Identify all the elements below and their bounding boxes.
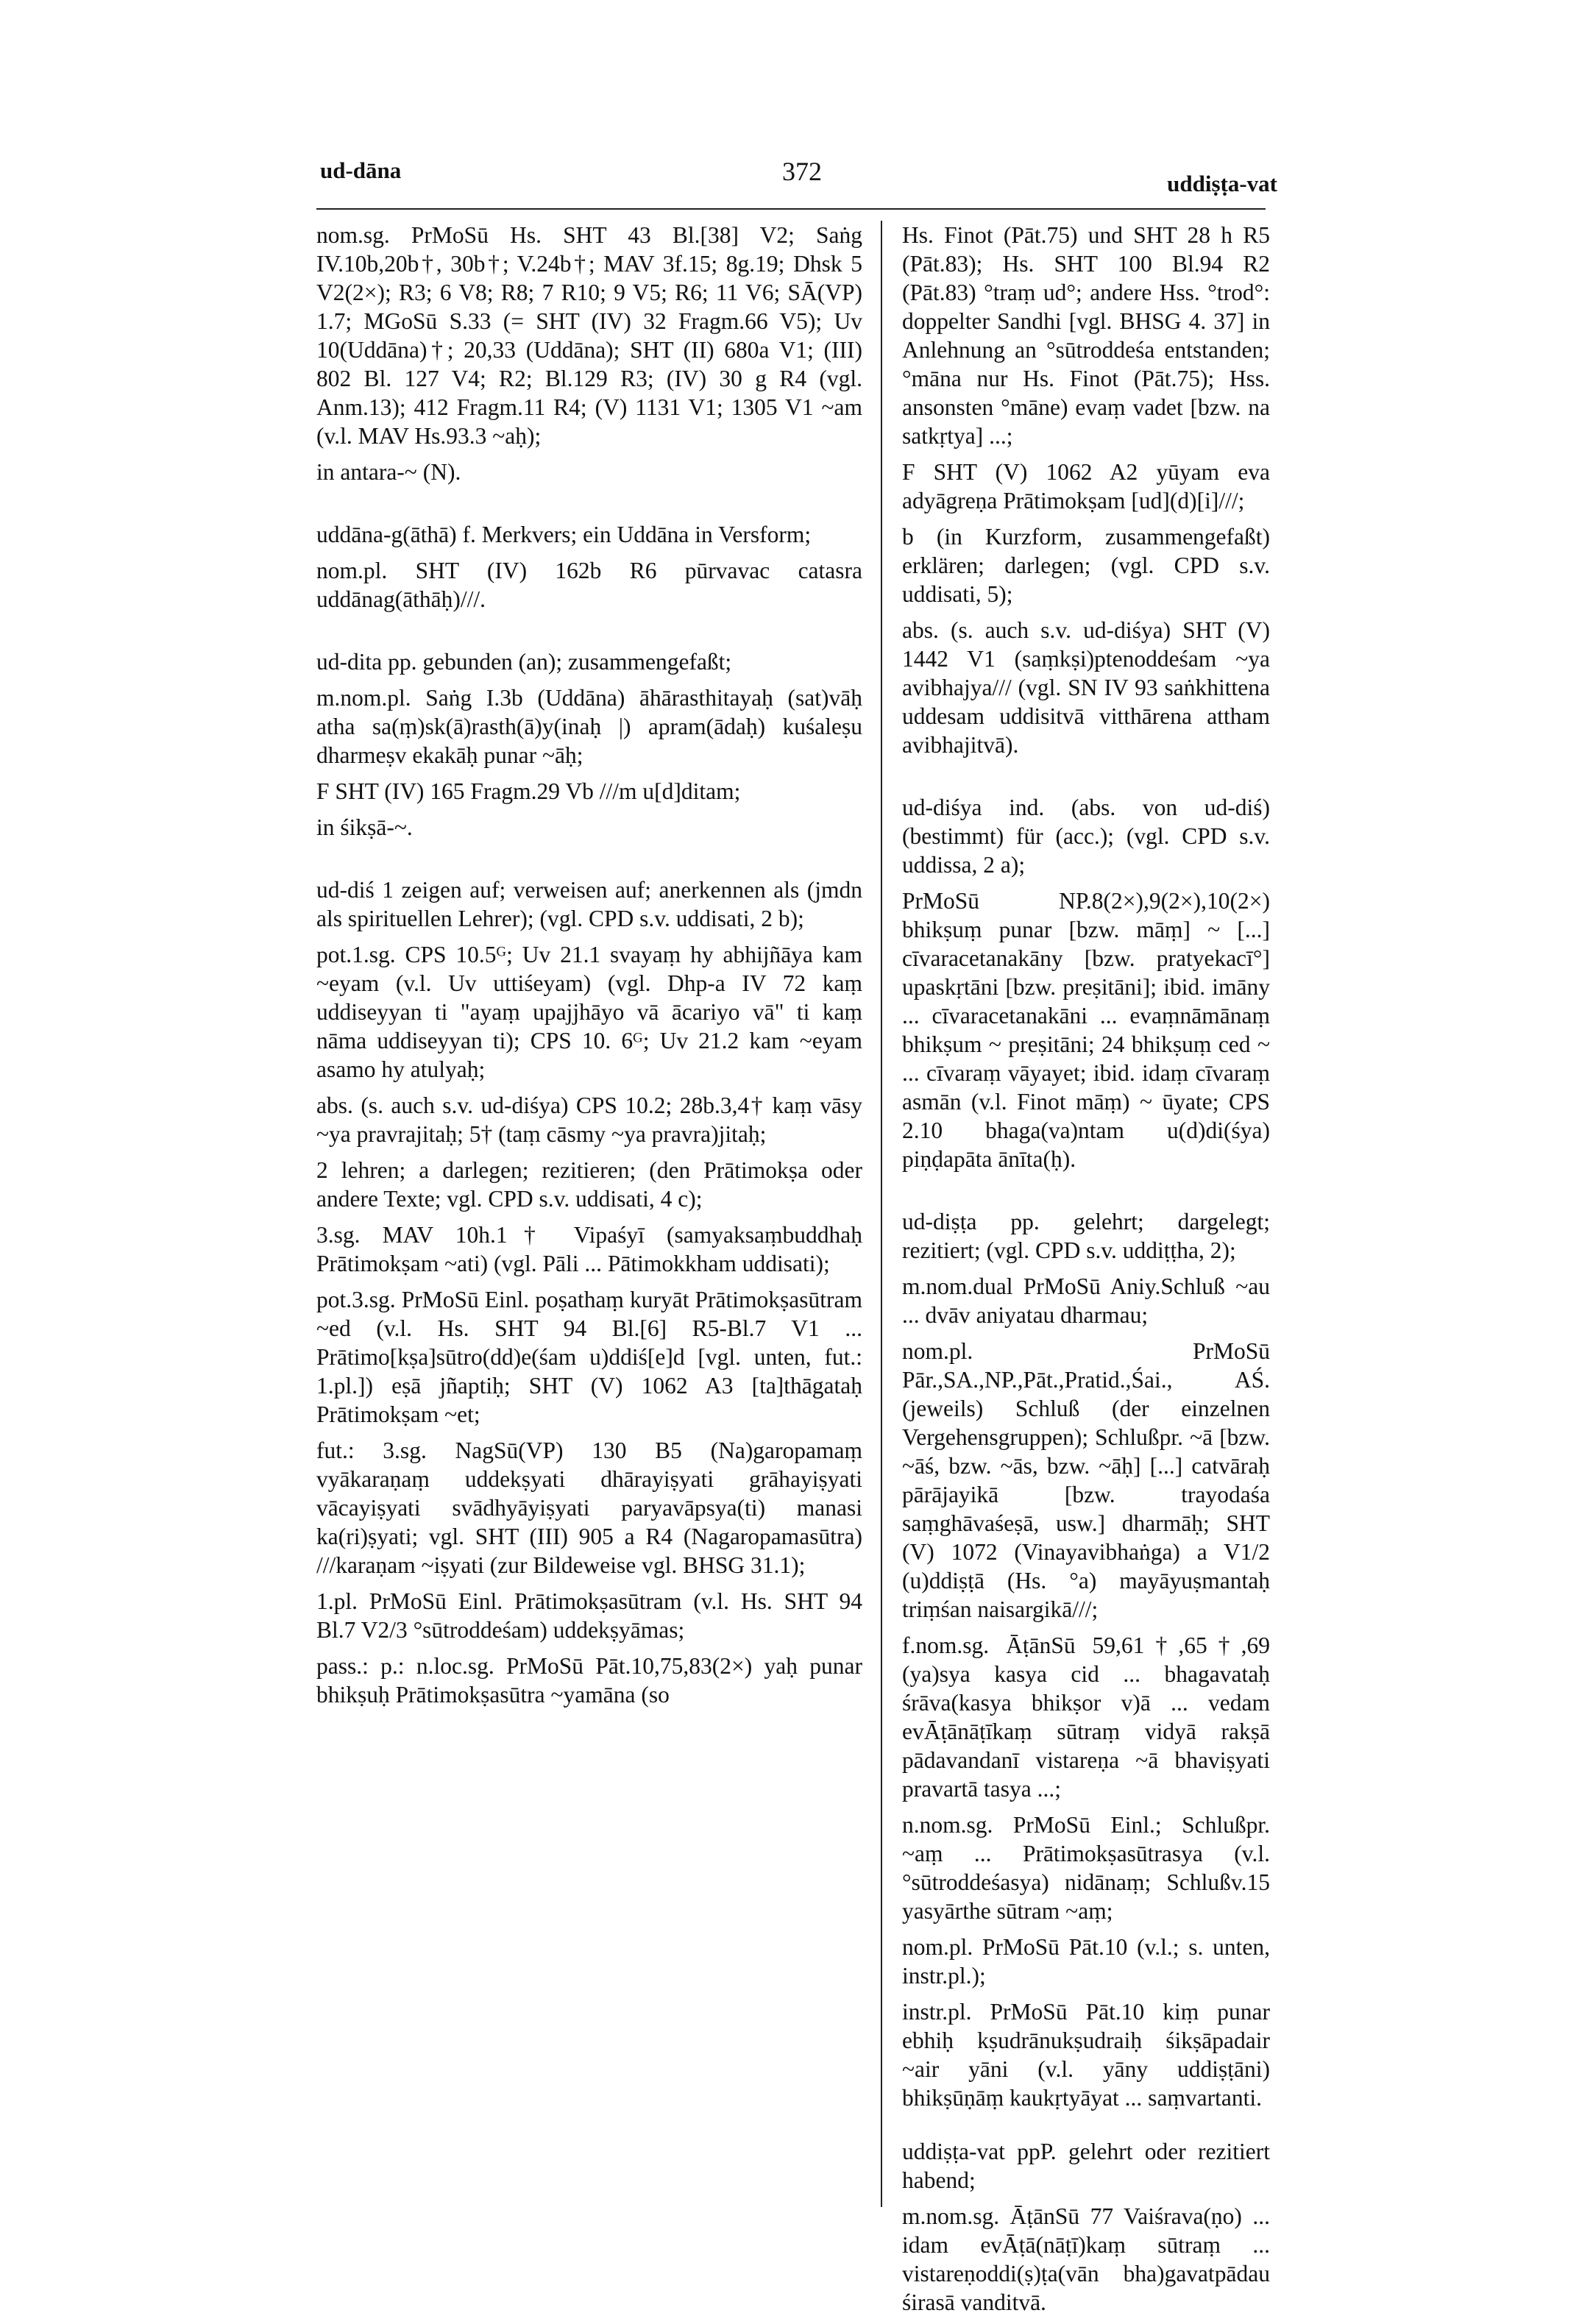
entry-paragraph: abs. (s. auch s.v. ud-diśya) SHT (V) 1442 V1 (saṃkṣi)ptenoddeśam ~ya avibhajya/// (vgl. SN IV 93 saṅkhittena uddesam uddisitvā vitthārena attham avibhajitvā). [902, 617, 1270, 758]
page-header [0, 0, 1579, 221]
entry-paragraph: f.nom.sg. ĀṭānSū 59,61†,65†,69 (ya)sya kasya cid ... bhagavataḥ śrāva(kasya bhikṣor v)ā ... vedam evĀṭānāṭīkaṃ sūtraṃ vidyā rakṣā pādavandanī vistareṇa ~ā bhaviṣyati pravartā tasya ...; [902, 1632, 1270, 1802]
entry-paragraph: 2 lehren; a darlegen; rezitieren; (den Prātimokṣa oder andere Texte; vgl. CPD s.v. uddisati, 4 c); [316, 1157, 862, 1212]
entry-paragraph: instr.pl. PrMoSū Pāt.10 kiṃ punar ebhiḥ kṣudrānukṣudraiḥ śikṣāpadair ~air yāni (v.l. yāny uddiṣṭāni) bhikṣūṇāṃ kaukṛtyāyat ... saṃvartanti. [902, 1999, 1270, 2111]
header-rule [316, 208, 1266, 210]
entry-paragraph: nom.pl. SHT (IV) 162b R6 pūrvavac catasra uddānag(āthāḥ)///. [316, 558, 862, 612]
entry-paragraph: abs. (s. auch s.v. ud-diśya) CPS 10.2; 28b.3,4† kaṃ vāsy ~ya pravrajitaḥ; 5† (taṃ cāsmy ~ya pravra)jitaḥ; [316, 1092, 862, 1147]
header-right-word: uddiṣṭa-vat [1167, 171, 1277, 196]
entry-paragraph: nom.pl. PrMoSū Pār.,SA.,NP.,Pāt.,Pratid.,Śai., AŚ. (jeweils) Schluß (der einzelnen Vergehensgruppen); Schlußpr. ~ā [bzw. ~āś, bzw. ~ās, bzw. ~āḥ] [...] catvāraḥ pārājayikā [bzw. trayodaśa saṃghāvaśeṣā, usw.] dharmāḥ; SHT (V) 1072 (Vinayavibhaṅga) a V1/2 (u)ddiṣṭā (Hs. °a) mayāyuṣmantaḥ triṃśan naisargikā///; [902, 1338, 1270, 1622]
right-column [902, 221, 1270, 2324]
entry-paragraph: m.nom.sg. ĀṭānSū 77 Vaiśrava(ṇo) ... idam evĀṭā(nāṭī)kaṃ sūtraṃ ... vistareṇoddi(ṣ)ṭa(vān bha)gavatpādau śirasā vanditvā. [902, 2203, 1270, 2315]
entry-paragraph: 3.sg. MAV 10h.1† Vipaśyī (samyaksaṃbuddhaḥ Prātimokṣam ~ati) (vgl. Pāli ... Pātimokkham uddisati); [316, 1222, 862, 1276]
entry-paragraph: n.nom.sg. PrMoSū Einl.; Schlußpr. ~aṃ ... Prātimokṣasūtrasya (v.l. °sūtroddeśasya) nidānaṃ; Schlußv.15 yasyārthe sūtram ~aṃ; [902, 1812, 1270, 1924]
entry-paragraph: PrMoSū NP.8(2×),9(2×),10(2×) bhikṣuṃ punar [bzw. māṃ] ~ [...] cīvaracetanakāny [bzw. pratyekacī°] upaskṛtāni [bzw. preṣitāni]; ibid. imāny ... cīvaracetanakāni ... evaṃnāmānaṃ bhikṣum ~ preṣitāni; 24 bhikṣuṃ ced ~ ... cīvaraṃ vāyayet; ibid. idaṃ cīvaraṃ asmān (v.l. Finot māṃ) ~ ūyate; CPS 2.10 bhaga(va)ntam u(d)di(śya) piṇḍapāta ānīta(ḥ). [902, 888, 1270, 1172]
entry-paragraph: ud-dita pp. gebunden (an); zusammengefaßt; [316, 649, 732, 675]
entry-paragraph: b (in Kurzform, zusammengefaßt) erklären; darlegen; (vgl. CPD s.v. uddisati, 5); [902, 524, 1270, 607]
entry-paragraph: pot.1.sg. CPS 10.5ᴳ; Uv 21.1 svayaṃ hy abhijñāya kam ~eyam (v.l. Uv uttiśeyam) (vgl. Dhp-a IV 72 kaṃ uddiseyyan ti "ayaṃ upajjhāyo vā ācariyo vā" ti kaṃ nāma uddiseyyan ti); CPS 10. 6ᴳ; Uv 21.2 kam ~eyam asamo hy atulyaḥ; [316, 942, 862, 1082]
left-column [316, 221, 862, 1716]
entry-paragraph: fut.: 3.sg. NagSū(VP) 130 B5 (Na)garopamaṃ vyākaraṇaṃ uddekṣyati dhārayiṣyati grāhayiṣyati vācayiṣyati svādhyāyiṣyati paryavāpsya(ti) manasi ka(ri)ṣyati; vgl. SHT (III) 905 a R4 (Nagaropamasūtra) ///karaṇam ~iṣyati (zur Bildeweise vgl. BHSG 31.1); [316, 1438, 862, 1578]
entry-paragraph: ud-diśya ind. (abs. von ud-diś) (bestimmt) für (acc.); (vgl. CPD s.v. uddissa, 2 a); [902, 795, 1270, 878]
entry-paragraph: pass.: p.: n.loc.sg. PrMoSū Pāt.10,75,83(2×) yaḥ punar bhikṣuḥ Prātimokṣasūtra ~yamāna (so [316, 1653, 862, 1708]
entry-paragraph: in śikṣā-~. [316, 814, 413, 840]
entry-paragraph: pot.3.sg. PrMoSū Einl. poṣathaṃ kuryāt Prātimokṣasūtram ~ed (v.l. Hs. SHT 94 Bl.[6] R5-Bl.7 V1 ... Prātimo[kṣa]sūtro(dd)e(śam u)ddiś[e]d [vgl. unten, fut.: 1.pl.]) eṣā jñaptiḥ; SHT (V) 1062 A3 [ta]thāgataḥ Prātimokṣam ~et; [316, 1287, 862, 1427]
entry-paragraph: nom.pl. PrMoSū Pāt.10 (v.l.; s. unten, instr.pl.); [902, 1934, 1270, 1989]
entry-paragraph: m.nom.pl. Saṅg I.3b (Uddāna) āhārasthitayaḥ (sat)vāḥ atha sa(ṃ)sk(ā)rasth(ā)y(inaḥ |) apram(ādaḥ) kuśaleṣu dharmeṣv ekakāḥ punar ~āḥ; [316, 685, 862, 768]
entry-paragraph: uddiṣṭa-vat ppP. gelehrt oder rezitiert habend; [902, 2139, 1270, 2193]
entry-paragraph: m.nom.dual PrMoSū Aniy.Schluß ~au ... dvāv aniyatau dharmau; [902, 1273, 1270, 1328]
entry-paragraph: 1.pl. PrMoSū Einl. Prātimokṣasūtram (v.l. Hs. SHT 94 Bl.7 V2/3 °sūtroddeśam) uddekṣyāmas; [316, 1588, 862, 1643]
entry-paragraph: nom.sg. PrMoSū Hs. SHT 43 Bl.[38] V2; Saṅg IV.10b,20b†, 30b†; V.24b†; MAV 3f.15; 8g.19; Dhsk 5 V2(2×); R3; 6 V8; R8; 7 R10; 9 V5; R6; 11 V6; SĀ(VP) 1.7; MGoSū S.33 (= SHT (IV) 32 Fragm.66 V5); Uv 10(Uddāna)†; 20,33 (Uddāna); SHT (II) 680a V1; (III) 802 Bl. 127 V4; R2; Bl.129 R3; (IV) 30 g R4 (vgl. Anm.13); 412 Fragm.11 R4; (V) 1131 V1; 1305 V1 ~am (v.l. MAV Hs.93.3 ~aḥ); [316, 222, 862, 449]
entry-paragraph: in antara-~ (N). [316, 459, 461, 485]
header-left-word: ud-dāna [320, 157, 402, 183]
entry-paragraph: ud-diṣṭa pp. gelehrt; dargelegt; rezitiert; (vgl. CPD s.v. uddiṭṭha, 2); [902, 1209, 1270, 1263]
entry-paragraph: F SHT (V) 1062 A2 yūyam eva adyāgreṇa Prātimokṣam [ud](d)[i]///; [902, 459, 1270, 514]
entry-paragraph: F SHT (IV) 165 Fragm.29 Vb ///m u[d]ditam; [316, 778, 741, 804]
entry-paragraph: ud-diś 1 zeigen auf; verweisen auf; anerkennen als (jmdn als spirituellen Lehrer); (vgl. CPD s.v. uddisati, 2 b); [316, 877, 862, 931]
entry-paragraph: uddāna-g(āthā) f. Merkvers; ein Uddāna in Versform; [316, 522, 812, 547]
column-divider [881, 221, 882, 2207]
entry-paragraph: Hs. Finot (Pāt.75) und SHT 28 h R5 (Pāt.83); Hs. SHT 100 Bl.94 R2 (Pāt.83) °traṃ ud°; andere Hss. °trod°: doppelter Sandhi [vgl. BHSG 4. 37] in Anlehnung an °sūtroddeśa entstanden; °māna nur Hs. Finot (Pāt.75); Hss. ansonsten °māne) evaṃ vadet [bzw. na satkṛtya] ...; [902, 222, 1270, 449]
page-number: 372 [782, 157, 822, 186]
